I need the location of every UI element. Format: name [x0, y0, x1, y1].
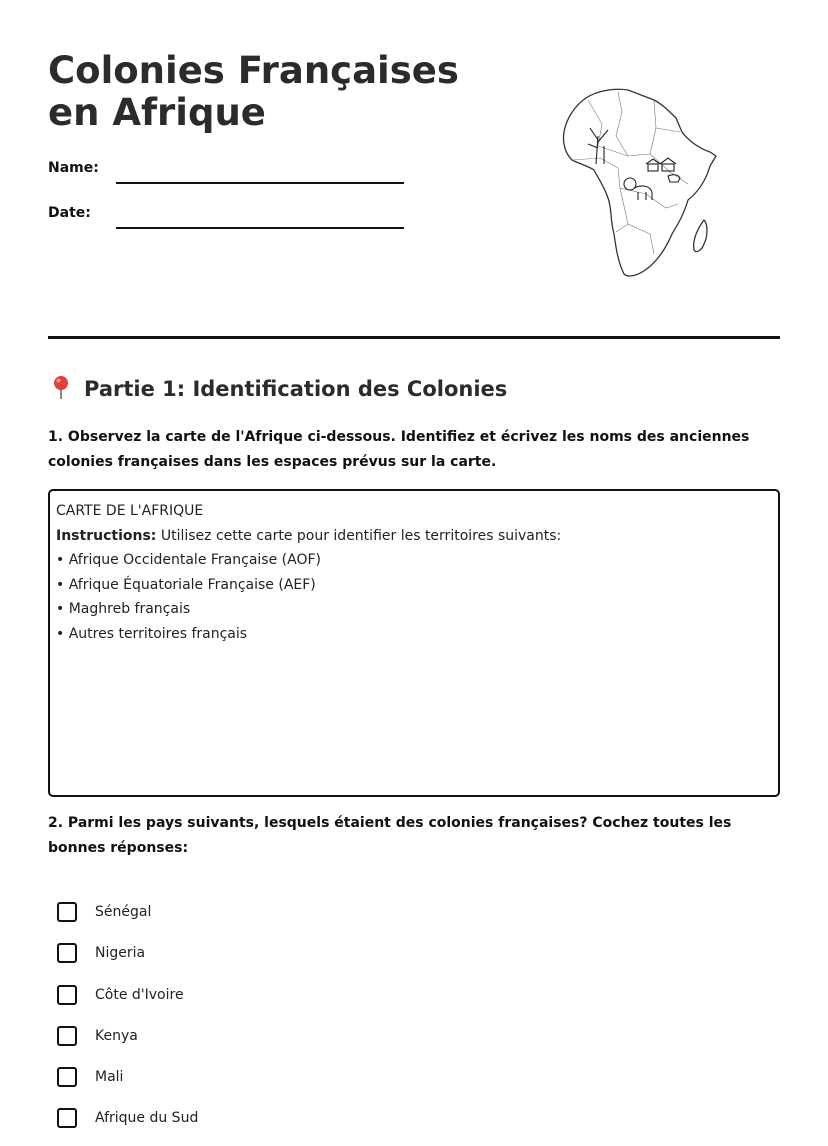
checkbox[interactable]	[57, 943, 77, 963]
option-label: Sénégal	[95, 904, 152, 920]
option-kenya[interactable]	[57, 1022, 457, 1063]
checkbox[interactable]	[57, 1026, 77, 1046]
instructions-label: Instructions:	[56, 527, 157, 544]
option-cote-divoire[interactable]	[57, 981, 457, 1022]
country-options	[57, 898, 457, 1146]
name-label: Name:	[48, 160, 99, 176]
question-1: 1. Observez la carte de l'Afrique ci-dessous. Identifiez et écrivez les noms des anciennes colonies françaises dans les espaces prévus sur la carte.	[48, 429, 750, 470]
checkbox[interactable]	[57, 902, 77, 922]
option-label: Kenya	[95, 1027, 138, 1044]
option-label: Nigeria	[95, 945, 146, 962]
map-box-instructions	[56, 524, 772, 549]
name-line[interactable]	[116, 182, 404, 184]
map-box	[48, 489, 780, 797]
option-nigeria[interactable]	[57, 939, 457, 980]
checkbox[interactable]	[57, 1108, 77, 1128]
africa-map-icon	[558, 84, 722, 280]
section-divider	[48, 336, 780, 339]
page-title: Colonies Françaises en Afrique	[48, 49, 459, 134]
territory-item: • Maghreb français	[56, 601, 191, 617]
name-field	[48, 160, 408, 184]
date-field	[48, 205, 408, 229]
option-mali[interactable]	[57, 1063, 457, 1104]
option-label: Côte d'Ivoire	[95, 986, 184, 1003]
territory-item: • Autres territoires français	[56, 625, 248, 642]
map-box-heading: CARTE DE L'AFRIQUE	[56, 503, 204, 519]
pin-icon	[48, 374, 74, 400]
question-2: 2. Parmi les pays suivants, lesquels étaient des colonies françaises? Cochez toutes les bonnes réponses:	[48, 815, 732, 856]
territory-item: • Afrique Occidentale Française (AOF)	[56, 552, 321, 568]
territory-item: • Afrique Équatoriale Française (AEF)	[56, 576, 316, 593]
instructions-text: Utilisez cette carte pour identifier les territoires suivants:	[156, 527, 562, 544]
checkbox[interactable]	[57, 985, 77, 1005]
date-line[interactable]	[116, 227, 404, 229]
option-label: Afrique du Sud	[95, 1110, 199, 1127]
option-afrique-du-sud[interactable]	[57, 1104, 457, 1145]
section-title-text: Partie 1: Identification des Colonies	[84, 377, 508, 401]
checkbox[interactable]	[57, 1067, 77, 1087]
date-label: Date:	[48, 205, 91, 221]
section-title	[48, 372, 788, 406]
option-senegal[interactable]	[57, 898, 457, 939]
option-label: Mali	[95, 1069, 124, 1086]
